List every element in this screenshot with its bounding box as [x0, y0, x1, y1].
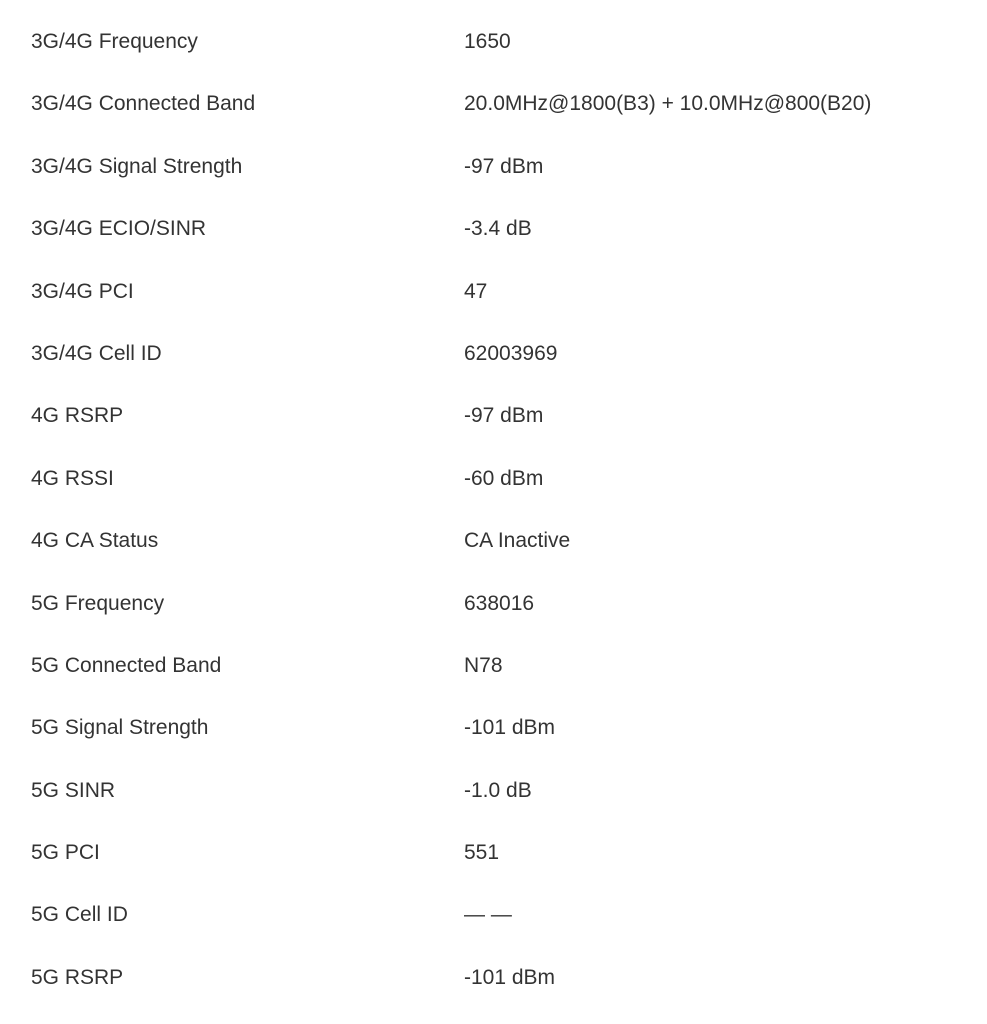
status-row-5g-cell-id — [0, 884, 987, 946]
status-row-5g-signal-strength — [0, 697, 987, 759]
row-value: 20.0MHz@1800(B3) + 10.0MHz@800(B20) — [464, 92, 872, 116]
status-row-4g-ca-status — [0, 510, 987, 572]
row-value: 638016 — [464, 591, 535, 615]
status-row-5g-connected-band — [0, 635, 987, 697]
row-value: 551 — [464, 841, 500, 865]
row-label: 5G PCI — [31, 841, 100, 865]
status-row-4g-rssi — [0, 448, 987, 510]
row-label: 3G/4G PCI — [31, 279, 134, 303]
status-row-3g4g-ecio-sinr — [0, 198, 987, 260]
row-value: -101 dBm — [464, 716, 556, 740]
status-row-5g-rsrp — [0, 947, 987, 1009]
row-label: 4G RSRP — [31, 404, 124, 428]
row-label: 5G Connected Band — [31, 653, 222, 677]
row-value: -97 dBm — [464, 404, 544, 428]
row-label: 5G RSRP — [31, 965, 124, 989]
row-value: 62003969 — [464, 341, 558, 365]
row-value: N78 — [464, 653, 503, 677]
row-label: 5G Cell ID — [31, 903, 128, 927]
status-row-3g4g-connected-band — [0, 73, 987, 135]
row-label: 3G/4G Cell ID — [31, 341, 162, 365]
row-value: CA Inactive — [464, 529, 571, 553]
row-label: 4G CA Status — [31, 529, 159, 553]
status-row-5g-pci — [0, 822, 987, 884]
row-label: 4G RSSI — [31, 466, 114, 490]
row-value: -97 dBm — [464, 154, 544, 178]
row-value: -3.4 dB — [464, 217, 532, 241]
status-row-4g-rsrp — [0, 385, 987, 447]
status-row-3g4g-frequency — [0, 11, 987, 73]
row-label: 5G Signal Strength — [31, 716, 209, 740]
row-label: 3G/4G Signal Strength — [31, 154, 243, 178]
row-value: — — — [464, 903, 512, 927]
row-label: 3G/4G Frequency — [31, 29, 198, 53]
row-value: 47 — [464, 279, 488, 303]
row-value: -60 dBm — [464, 466, 544, 490]
status-row-5g-sinr — [0, 760, 987, 822]
status-row-5g-frequency — [0, 573, 987, 635]
row-label: 5G SINR — [31, 778, 116, 802]
status-row-3g4g-cell-id — [0, 323, 987, 385]
row-label: 3G/4G Connected Band — [31, 92, 256, 116]
row-value: 1650 — [464, 29, 511, 53]
status-row-3g4g-pci — [0, 261, 987, 323]
row-label: 5G Frequency — [31, 591, 165, 615]
row-value: -1.0 dB — [464, 778, 532, 802]
row-value: -101 dBm — [464, 965, 556, 989]
row-label: 3G/4G ECIO/SINR — [31, 217, 207, 241]
status-row-3g4g-signal-strength — [0, 136, 987, 198]
